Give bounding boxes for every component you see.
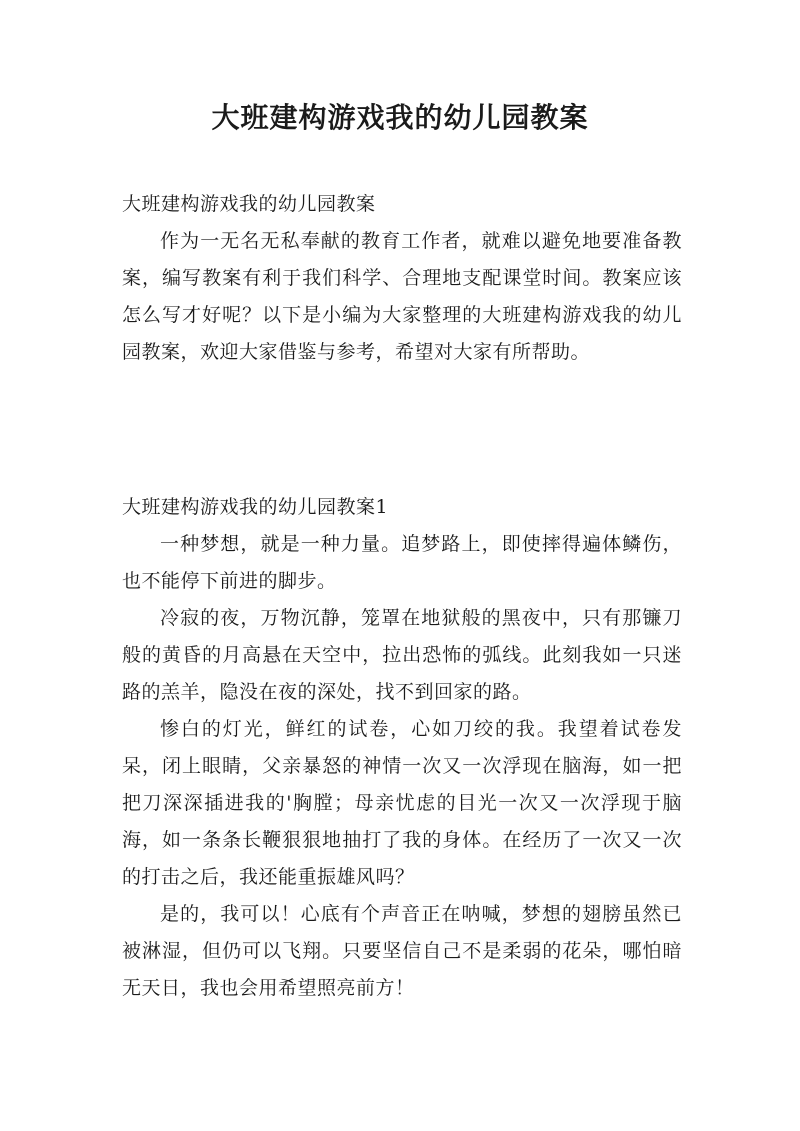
intro-paragraph: 作为一无名无私奉献的教育工作者，就难以避免地要准备教案，编写教案有利于我们科学、合理地支配课堂时间。教案应该怎么写才好呢？以下是小编为大家整理的大班建构游戏我的幼儿园教案，欢迎大家借鉴与参考，希望对大家有所帮助。 [122,230,682,363]
intro-heading: 大班建构游戏我的幼儿园教案 [122,193,376,215]
section-1-paragraph-2: 冷寂的夜，万物沉静，笼罩在地狱般的黑夜中，只有那镰刀般的黄昏的月高悬在天空中，拉出恐怖的弧线。此刻我如一只迷路的羔羊，隐没在夜的深处，找不到回家的路。 [122,607,682,703]
essay-section-1 [122,489,682,1007]
intro-section [122,186,682,371]
section-1-heading: 大班建构游戏我的幼儿园教案1 [122,496,389,518]
section-1-paragraph-4: 是的，我可以！心底有个声音正在呐喊，梦想的翅膀虽然已被淋湿，但仍可以飞翔。只要坚信自己不是柔弱的花朵，哪怕暗无天日，我也会用希望照亮前方！ [122,903,682,999]
document-title: 大班建构游戏我的幼儿园教案 [211,101,589,134]
section-1-paragraph-3: 惨白的灯光，鲜红的试卷，心如刀绞的我。我望着试卷发呆，闭上眼睛，父亲暴怒的神情一次又一次浮现在脑海，如一把把刀深深插进我的'胸膛；母亲忧虑的目光一次又一次浮现于脑海，如一条条长鞭狠狠地抽打了我的身体。在经历了一次又一次的打击之后，我还能重振雄风吗？ [122,718,682,888]
section-1-paragraph-1: 一种梦想，就是一种力量。追梦路上，即使摔得遍体鳞伤，也不能停下前进的脚步。 [122,533,682,592]
